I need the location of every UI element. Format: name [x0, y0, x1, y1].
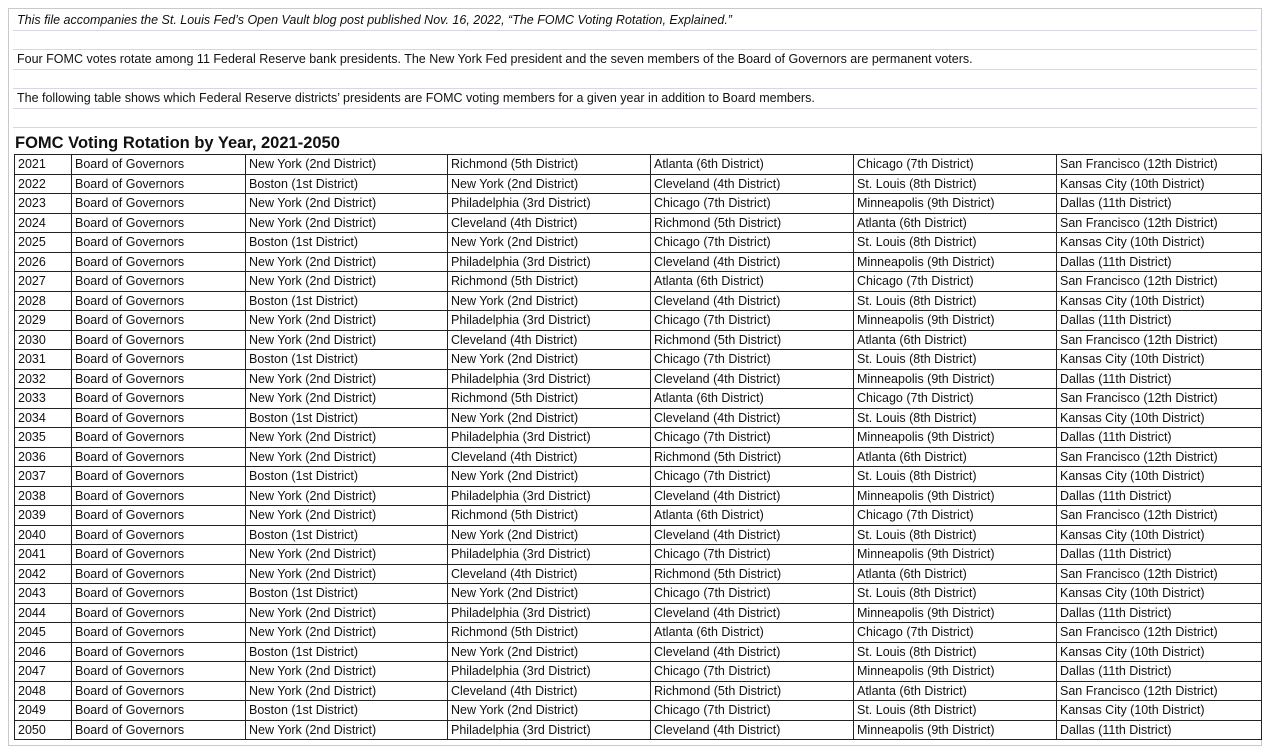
district-cell-3[interactable]: Cleveland (4th District)	[651, 486, 854, 506]
empty-row[interactable]	[13, 31, 1257, 50]
board-cell[interactable]: Board of Governors	[72, 525, 246, 545]
district-cell-5[interactable]: Kansas City (10th District)	[1057, 525, 1262, 545]
district-cell-5[interactable]: Dallas (11th District)	[1057, 252, 1262, 272]
year-cell[interactable]: 2033	[15, 389, 72, 409]
year-cell[interactable]: 2034	[15, 408, 72, 428]
district-cell-1[interactable]: New York (2nd District)	[246, 428, 448, 448]
year-cell[interactable]: 2031	[15, 350, 72, 370]
board-cell[interactable]: Board of Governors	[72, 447, 246, 467]
district-cell-3[interactable]: Chicago (7th District)	[651, 233, 854, 253]
district-cell-2[interactable]: New York (2nd District)	[448, 701, 651, 721]
year-cell[interactable]: 2032	[15, 369, 72, 389]
board-cell[interactable]: Board of Governors	[72, 681, 246, 701]
district-cell-5[interactable]: Dallas (11th District)	[1057, 369, 1262, 389]
board-cell[interactable]: Board of Governors	[72, 252, 246, 272]
district-cell-3[interactable]: Cleveland (4th District)	[651, 720, 854, 740]
district-cell-5[interactable]: Kansas City (10th District)	[1057, 408, 1262, 428]
year-cell[interactable]: 2037	[15, 467, 72, 487]
district-cell-1[interactable]: New York (2nd District)	[246, 662, 448, 682]
district-cell-3[interactable]: Atlanta (6th District)	[651, 389, 854, 409]
district-cell-4[interactable]: St. Louis (8th District)	[854, 350, 1057, 370]
district-cell-4[interactable]: St. Louis (8th District)	[854, 467, 1057, 487]
table-row	[15, 584, 1262, 604]
district-cell-1[interactable]: New York (2nd District)	[246, 155, 448, 175]
district-cell-3[interactable]: Chicago (7th District)	[651, 311, 854, 331]
district-cell-1[interactable]: New York (2nd District)	[246, 272, 448, 292]
board-cell[interactable]: Board of Governors	[72, 233, 246, 253]
district-cell-3[interactable]: Richmond (5th District)	[651, 330, 854, 350]
year-cell[interactable]: 2041	[15, 545, 72, 565]
district-cell-1[interactable]: Boston (1st District)	[246, 233, 448, 253]
district-cell-1[interactable]: New York (2nd District)	[246, 252, 448, 272]
board-cell[interactable]: Board of Governors	[72, 701, 246, 721]
district-cell-1[interactable]: New York (2nd District)	[246, 545, 448, 565]
district-cell-1[interactable]: New York (2nd District)	[246, 564, 448, 584]
district-cell-4[interactable]: Minneapolis (9th District)	[854, 662, 1057, 682]
district-cell-2[interactable]: New York (2nd District)	[448, 408, 651, 428]
board-cell[interactable]: Board of Governors	[72, 155, 246, 175]
district-cell-3[interactable]: Chicago (7th District)	[651, 350, 854, 370]
district-cell-3[interactable]: Richmond (5th District)	[651, 447, 854, 467]
year-cell[interactable]: 2028	[15, 291, 72, 311]
source-note[interactable]: This file accompanies the St. Louis Fed’s Open Vault blog post published Nov. 16, 2022, “The FOMC Voting Rotation, Explained.”	[13, 11, 1257, 31]
empty-row[interactable]	[13, 109, 1257, 128]
board-cell[interactable]: Board of Governors	[72, 272, 246, 292]
board-cell[interactable]: Board of Governors	[72, 603, 246, 623]
district-cell-5[interactable]: San Francisco (12th District)	[1057, 213, 1262, 233]
district-cell-1[interactable]: Boston (1st District)	[246, 525, 448, 545]
district-cell-1[interactable]: New York (2nd District)	[246, 311, 448, 331]
district-cell-3[interactable]: Chicago (7th District)	[651, 545, 854, 565]
district-cell-4[interactable]: Chicago (7th District)	[854, 272, 1057, 292]
district-cell-2[interactable]: New York (2nd District)	[448, 350, 651, 370]
table-row	[15, 642, 1262, 662]
district-cell-4[interactable]: Minneapolis (9th District)	[854, 369, 1057, 389]
table-row	[15, 252, 1262, 272]
district-cell-4[interactable]: Chicago (7th District)	[854, 155, 1057, 175]
district-cell-2[interactable]: Philadelphia (3rd District)	[448, 369, 651, 389]
district-cell-1[interactable]: New York (2nd District)	[246, 369, 448, 389]
district-cell-2[interactable]: Philadelphia (3rd District)	[448, 311, 651, 331]
district-cell-4[interactable]: Minneapolis (9th District)	[854, 720, 1057, 740]
district-cell-5[interactable]: Dallas (11th District)	[1057, 311, 1262, 331]
district-cell-4[interactable]: Minneapolis (9th District)	[854, 311, 1057, 331]
district-cell-4[interactable]: Atlanta (6th District)	[854, 213, 1057, 233]
district-cell-1[interactable]: Boston (1st District)	[246, 174, 448, 194]
district-cell-5[interactable]: San Francisco (12th District)	[1057, 389, 1262, 409]
district-cell-2[interactable]: Philadelphia (3rd District)	[448, 194, 651, 214]
board-cell[interactable]: Board of Governors	[72, 545, 246, 565]
district-cell-5[interactable]: San Francisco (12th District)	[1057, 155, 1262, 175]
district-cell-2[interactable]: Richmond (5th District)	[448, 506, 651, 526]
district-cell-2[interactable]: New York (2nd District)	[448, 525, 651, 545]
district-cell-3[interactable]: Atlanta (6th District)	[651, 623, 854, 643]
year-cell[interactable]: 2043	[15, 584, 72, 604]
board-cell[interactable]: Board of Governors	[72, 642, 246, 662]
district-cell-5[interactable]: Dallas (11th District)	[1057, 603, 1262, 623]
district-cell-3[interactable]: Cleveland (4th District)	[651, 603, 854, 623]
district-cell-1[interactable]: Boston (1st District)	[246, 408, 448, 428]
district-cell-1[interactable]: New York (2nd District)	[246, 603, 448, 623]
year-cell[interactable]: 2022	[15, 174, 72, 194]
year-cell[interactable]: 2035	[15, 428, 72, 448]
district-cell-5[interactable]: Kansas City (10th District)	[1057, 642, 1262, 662]
district-cell-4[interactable]: Atlanta (6th District)	[854, 330, 1057, 350]
district-cell-3[interactable]: Cleveland (4th District)	[651, 369, 854, 389]
district-cell-4[interactable]: St. Louis (8th District)	[854, 642, 1057, 662]
table-row	[15, 720, 1262, 740]
district-cell-1[interactable]: New York (2nd District)	[246, 486, 448, 506]
district-cell-2[interactable]: New York (2nd District)	[448, 174, 651, 194]
board-cell[interactable]: Board of Governors	[72, 486, 246, 506]
table-row	[15, 467, 1262, 487]
district-cell-1[interactable]: Boston (1st District)	[246, 584, 448, 604]
board-cell[interactable]: Board of Governors	[72, 291, 246, 311]
spreadsheet-sheet	[8, 8, 1262, 746]
board-cell[interactable]: Board of Governors	[72, 350, 246, 370]
district-cell-3[interactable]: Cleveland (4th District)	[651, 291, 854, 311]
year-cell[interactable]: 2048	[15, 681, 72, 701]
district-cell-2[interactable]: Philadelphia (3rd District)	[448, 603, 651, 623]
district-cell-5[interactable]: Dallas (11th District)	[1057, 662, 1262, 682]
year-cell[interactable]: 2023	[15, 194, 72, 214]
district-cell-2[interactable]: Cleveland (4th District)	[448, 213, 651, 233]
table-row	[15, 194, 1262, 214]
board-cell[interactable]: Board of Governors	[72, 408, 246, 428]
district-cell-5[interactable]: San Francisco (12th District)	[1057, 272, 1262, 292]
table-row	[15, 233, 1262, 253]
district-cell-3[interactable]: Chicago (7th District)	[651, 428, 854, 448]
year-cell[interactable]: 2045	[15, 623, 72, 643]
district-cell-4[interactable]: St. Louis (8th District)	[854, 701, 1057, 721]
board-cell[interactable]: Board of Governors	[72, 369, 246, 389]
district-cell-5[interactable]: San Francisco (12th District)	[1057, 330, 1262, 350]
district-cell-3[interactable]: Chicago (7th District)	[651, 584, 854, 604]
district-cell-1[interactable]: New York (2nd District)	[246, 720, 448, 740]
district-cell-3[interactable]: Chicago (7th District)	[651, 662, 854, 682]
district-cell-5[interactable]: Kansas City (10th District)	[1057, 233, 1262, 253]
district-cell-5[interactable]: Dallas (11th District)	[1057, 428, 1262, 448]
board-cell[interactable]: Board of Governors	[72, 623, 246, 643]
district-cell-2[interactable]: New York (2nd District)	[448, 291, 651, 311]
year-cell[interactable]: 2025	[15, 233, 72, 253]
table-row	[15, 564, 1262, 584]
rotation-note[interactable]: Four FOMC votes rotate among 11 Federal Reserve bank presidents. The New York Fed president and the seven members of the Board of Governors are permanent voters.	[13, 50, 1257, 70]
district-cell-3[interactable]: Richmond (5th District)	[651, 681, 854, 701]
year-cell[interactable]: 2046	[15, 642, 72, 662]
district-cell-3[interactable]: Richmond (5th District)	[651, 564, 854, 584]
district-cell-2[interactable]: Philadelphia (3rd District)	[448, 545, 651, 565]
district-cell-1[interactable]: Boston (1st District)	[246, 701, 448, 721]
district-cell-2[interactable]: Philadelphia (3rd District)	[448, 486, 651, 506]
district-cell-5[interactable]: Kansas City (10th District)	[1057, 701, 1262, 721]
district-cell-3[interactable]: Chicago (7th District)	[651, 467, 854, 487]
district-cell-2[interactable]: New York (2nd District)	[448, 467, 651, 487]
district-cell-5[interactable]: Kansas City (10th District)	[1057, 584, 1262, 604]
district-cell-3[interactable]: Atlanta (6th District)	[651, 506, 854, 526]
district-cell-3[interactable]: Cleveland (4th District)	[651, 525, 854, 545]
district-cell-5[interactable]: San Francisco (12th District)	[1057, 623, 1262, 643]
district-cell-1[interactable]: Boston (1st District)	[246, 467, 448, 487]
table-row	[15, 428, 1262, 448]
year-cell[interactable]: 2042	[15, 564, 72, 584]
year-cell[interactable]: 2038	[15, 486, 72, 506]
table-row	[15, 506, 1262, 526]
district-cell-2[interactable]: Cleveland (4th District)	[448, 330, 651, 350]
board-cell[interactable]: Board of Governors	[72, 720, 246, 740]
table-heading[interactable]: FOMC Voting Rotation by Year, 2021-2050	[15, 134, 340, 152]
district-cell-5[interactable]: Dallas (11th District)	[1057, 486, 1262, 506]
year-cell[interactable]: 2036	[15, 447, 72, 467]
year-cell[interactable]: 2021	[15, 155, 72, 175]
district-cell-2[interactable]: Richmond (5th District)	[448, 272, 651, 292]
board-cell[interactable]: Board of Governors	[72, 213, 246, 233]
board-cell[interactable]: Board of Governors	[72, 194, 246, 214]
district-cell-1[interactable]: New York (2nd District)	[246, 681, 448, 701]
district-cell-5[interactable]: San Francisco (12th District)	[1057, 506, 1262, 526]
district-cell-4[interactable]: Atlanta (6th District)	[854, 681, 1057, 701]
district-cell-1[interactable]: New York (2nd District)	[246, 506, 448, 526]
table-row	[15, 155, 1262, 175]
board-cell[interactable]: Board of Governors	[72, 467, 246, 487]
district-cell-2[interactable]: Cleveland (4th District)	[448, 447, 651, 467]
table-row	[15, 272, 1262, 292]
district-cell-4[interactable]: St. Louis (8th District)	[854, 174, 1057, 194]
table-row	[15, 623, 1262, 643]
district-cell-1[interactable]: Boston (1st District)	[246, 642, 448, 662]
year-cell[interactable]: 2040	[15, 525, 72, 545]
district-cell-1[interactable]: Boston (1st District)	[246, 291, 448, 311]
district-cell-4[interactable]: Chicago (7th District)	[854, 506, 1057, 526]
board-cell[interactable]: Board of Governors	[72, 330, 246, 350]
district-cell-4[interactable]: Chicago (7th District)	[854, 623, 1057, 643]
district-cell-4[interactable]: St. Louis (8th District)	[854, 291, 1057, 311]
year-cell[interactable]: 2050	[15, 720, 72, 740]
table-row	[15, 350, 1262, 370]
year-cell[interactable]: 2027	[15, 272, 72, 292]
district-cell-2[interactable]: Philadelphia (3rd District)	[448, 252, 651, 272]
board-cell[interactable]: Board of Governors	[72, 506, 246, 526]
district-cell-3[interactable]: Chicago (7th District)	[651, 701, 854, 721]
district-cell-5[interactable]: Dallas (11th District)	[1057, 545, 1262, 565]
table-row	[15, 369, 1262, 389]
board-cell[interactable]: Board of Governors	[72, 311, 246, 331]
district-cell-2[interactable]: New York (2nd District)	[448, 642, 651, 662]
district-cell-1[interactable]: New York (2nd District)	[246, 330, 448, 350]
year-cell[interactable]: 2029	[15, 311, 72, 331]
board-cell[interactable]: Board of Governors	[72, 564, 246, 584]
board-cell[interactable]: Board of Governors	[72, 662, 246, 682]
district-cell-3[interactable]: Cleveland (4th District)	[651, 642, 854, 662]
table-row	[15, 662, 1262, 682]
district-cell-2[interactable]: New York (2nd District)	[448, 584, 651, 604]
board-cell[interactable]: Board of Governors	[72, 584, 246, 604]
district-cell-2[interactable]: Richmond (5th District)	[448, 623, 651, 643]
district-cell-5[interactable]: Kansas City (10th District)	[1057, 350, 1262, 370]
table-row	[15, 525, 1262, 545]
year-cell[interactable]: 2024	[15, 213, 72, 233]
table-row	[15, 389, 1262, 409]
district-cell-2[interactable]: Philadelphia (3rd District)	[448, 428, 651, 448]
district-cell-1[interactable]: New York (2nd District)	[246, 623, 448, 643]
district-cell-1[interactable]: New York (2nd District)	[246, 213, 448, 233]
district-cell-4[interactable]: Atlanta (6th District)	[854, 564, 1057, 584]
district-cell-5[interactable]: Kansas City (10th District)	[1057, 174, 1262, 194]
district-cell-2[interactable]: Philadelphia (3rd District)	[448, 720, 651, 740]
table-row	[15, 291, 1262, 311]
district-cell-2[interactable]: Philadelphia (3rd District)	[448, 662, 651, 682]
district-cell-4[interactable]: St. Louis (8th District)	[854, 525, 1057, 545]
district-cell-3[interactable]: Chicago (7th District)	[651, 194, 854, 214]
district-cell-2[interactable]: Richmond (5th District)	[448, 155, 651, 175]
district-cell-3[interactable]: Atlanta (6th District)	[651, 155, 854, 175]
table-row	[15, 681, 1262, 701]
district-cell-4[interactable]: Minneapolis (9th District)	[854, 486, 1057, 506]
year-cell[interactable]: 2039	[15, 506, 72, 526]
district-cell-2[interactable]: Cleveland (4th District)	[448, 681, 651, 701]
board-cell[interactable]: Board of Governors	[72, 174, 246, 194]
year-cell[interactable]: 2026	[15, 252, 72, 272]
district-cell-4[interactable]: Minneapolis (9th District)	[854, 545, 1057, 565]
table-row	[15, 545, 1262, 565]
district-cell-4[interactable]: St. Louis (8th District)	[854, 408, 1057, 428]
district-cell-2[interactable]: Richmond (5th District)	[448, 389, 651, 409]
table-row	[15, 603, 1262, 623]
rotation-table	[14, 154, 1262, 740]
district-cell-5[interactable]: San Francisco (12th District)	[1057, 564, 1262, 584]
table-row	[15, 213, 1262, 233]
rotation-table-body	[15, 155, 1262, 740]
table-row	[15, 174, 1262, 194]
district-cell-3[interactable]: Cleveland (4th District)	[651, 252, 854, 272]
district-cell-1[interactable]: Boston (1st District)	[246, 350, 448, 370]
table-row	[15, 447, 1262, 467]
district-cell-1[interactable]: New York (2nd District)	[246, 194, 448, 214]
table-row	[15, 311, 1262, 331]
district-cell-1[interactable]: New York (2nd District)	[246, 389, 448, 409]
year-cell[interactable]: 2049	[15, 701, 72, 721]
district-cell-3[interactable]: Richmond (5th District)	[651, 213, 854, 233]
table-row	[15, 701, 1262, 721]
district-cell-5[interactable]: Dallas (11th District)	[1057, 720, 1262, 740]
table-row	[15, 486, 1262, 506]
district-cell-4[interactable]: Minneapolis (9th District)	[854, 428, 1057, 448]
district-cell-3[interactable]: Atlanta (6th District)	[651, 272, 854, 292]
year-cell[interactable]: 2044	[15, 603, 72, 623]
district-cell-5[interactable]: San Francisco (12th District)	[1057, 681, 1262, 701]
year-cell[interactable]: 2030	[15, 330, 72, 350]
district-cell-2[interactable]: Cleveland (4th District)	[448, 564, 651, 584]
district-cell-4[interactable]: Minneapolis (9th District)	[854, 603, 1057, 623]
board-cell[interactable]: Board of Governors	[72, 389, 246, 409]
board-cell[interactable]: Board of Governors	[72, 428, 246, 448]
district-cell-4[interactable]: Atlanta (6th District)	[854, 447, 1057, 467]
district-cell-4[interactable]: St. Louis (8th District)	[854, 233, 1057, 253]
district-cell-5[interactable]: San Francisco (12th District)	[1057, 447, 1262, 467]
district-cell-4[interactable]: Minneapolis (9th District)	[854, 194, 1057, 214]
district-cell-3[interactable]: Cleveland (4th District)	[651, 408, 854, 428]
district-cell-1[interactable]: New York (2nd District)	[246, 447, 448, 467]
empty-row[interactable]	[13, 70, 1257, 89]
district-cell-5[interactable]: Kansas City (10th District)	[1057, 467, 1262, 487]
district-cell-5[interactable]: Dallas (11th District)	[1057, 194, 1262, 214]
district-cell-4[interactable]: Minneapolis (9th District)	[854, 252, 1057, 272]
year-cell[interactable]: 2047	[15, 662, 72, 682]
district-cell-5[interactable]: Kansas City (10th District)	[1057, 291, 1262, 311]
table-row	[15, 330, 1262, 350]
table-row	[15, 408, 1262, 428]
table-intro-note[interactable]: The following table shows which Federal Reserve districts’ presidents are FOMC voting members for a given year in addition to Board members.	[13, 89, 1257, 109]
district-cell-4[interactable]: Chicago (7th District)	[854, 389, 1057, 409]
district-cell-3[interactable]: Cleveland (4th District)	[651, 174, 854, 194]
district-cell-4[interactable]: St. Louis (8th District)	[854, 584, 1057, 604]
district-cell-2[interactable]: New York (2nd District)	[448, 233, 651, 253]
